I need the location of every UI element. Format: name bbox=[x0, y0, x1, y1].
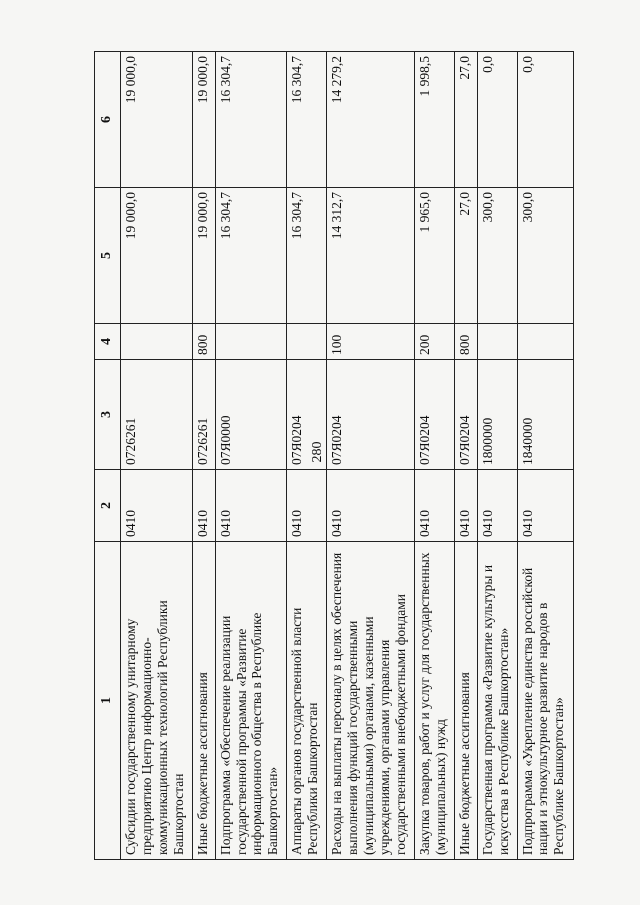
row-value-5: 300,0 bbox=[477, 188, 517, 324]
row-expense-type bbox=[121, 324, 193, 360]
row-section: 0410 bbox=[415, 470, 455, 542]
row-value-6: 19 000,0 bbox=[121, 52, 193, 188]
row-expense-type: 800 bbox=[454, 324, 477, 360]
table-row bbox=[326, 52, 414, 860]
budget-table-rotated bbox=[94, 52, 574, 860]
table-row bbox=[192, 52, 215, 860]
row-value-5: 27,0 bbox=[454, 188, 477, 324]
header-col-6: 6 bbox=[95, 52, 121, 188]
row-expense-type: 800 bbox=[192, 324, 215, 360]
row-section: 0410 bbox=[454, 470, 477, 542]
row-expense-type bbox=[517, 324, 573, 360]
table-row bbox=[287, 52, 327, 860]
row-section: 0410 bbox=[477, 470, 517, 542]
row-value-6: 19 000,0 bbox=[192, 52, 215, 188]
row-name: Подпрограмма «Обеспечение реализации государственной программы «Развитие информационного общества в Республике Башкортостан» bbox=[215, 542, 287, 860]
row-value-6: 0,0 bbox=[477, 52, 517, 188]
row-expense-type: 100 bbox=[326, 324, 414, 360]
row-expense-type bbox=[215, 324, 287, 360]
header-col-3: 3 bbox=[95, 360, 121, 470]
row-value-5: 19 000,0 bbox=[192, 188, 215, 324]
row-target-article: 07Я0204 bbox=[415, 360, 455, 470]
row-name: Расходы на выплаты персоналу в целях обеспечения выполнения функций государственными (муниципальными) органами, казенными учреждениями, органами управления государственными внебюджетными фондами bbox=[326, 542, 414, 860]
row-target-article: 1840000 bbox=[517, 360, 573, 470]
table-row bbox=[477, 52, 517, 860]
table-row bbox=[121, 52, 193, 860]
row-section: 0410 bbox=[287, 470, 327, 542]
row-section: 0410 bbox=[215, 470, 287, 542]
row-section: 0410 bbox=[326, 470, 414, 542]
row-value-6: 16 304,7 bbox=[287, 52, 327, 188]
row-target-article: 07Я0204 bbox=[326, 360, 414, 470]
header-col-5: 5 bbox=[95, 188, 121, 324]
row-value-6: 14 279,2 bbox=[326, 52, 414, 188]
row-value-6: 0,0 bbox=[517, 52, 573, 188]
row-target-article: 07Я0000 bbox=[215, 360, 287, 470]
row-name: Иные бюджетные ассигнования bbox=[454, 542, 477, 860]
header-col-2: 2 bbox=[95, 470, 121, 542]
row-value-5: 300,0 bbox=[517, 188, 573, 324]
row-name: Субсидии государственному унитарному предприятию Центр информационно-коммуникационных технологий Республики Башкортостан bbox=[121, 542, 193, 860]
row-expense-type bbox=[477, 324, 517, 360]
row-value-6: 1 998,5 bbox=[415, 52, 455, 188]
row-name: Аппараты органов государственной власти Республики Башкортостан bbox=[287, 542, 327, 860]
table-row bbox=[215, 52, 287, 860]
table-row bbox=[517, 52, 573, 860]
page-number: 280 bbox=[310, 441, 325, 463]
row-name: Подпрограмма «Укрепление единства российской нации и этнокультурное развитие народов в Республике Башкортостан» bbox=[517, 542, 573, 860]
row-section: 0410 bbox=[517, 470, 573, 542]
row-target-article: 0726261 bbox=[192, 360, 215, 470]
row-target-article: 1800000 bbox=[477, 360, 517, 470]
row-value-5: 19 000,0 bbox=[121, 188, 193, 324]
row-name: Закупка товаров, работ и услуг для государственных (муниципальных) нужд bbox=[415, 542, 455, 860]
row-section: 0410 bbox=[192, 470, 215, 542]
row-name: Иные бюджетные ассигнования bbox=[192, 542, 215, 860]
row-value-6: 27,0 bbox=[454, 52, 477, 188]
row-target-article: 07Я0204 bbox=[454, 360, 477, 470]
row-value-5: 1 965,0 bbox=[415, 188, 455, 324]
row-expense-type bbox=[287, 324, 327, 360]
row-target-article: 07Я0204 bbox=[287, 360, 327, 470]
table-row bbox=[415, 52, 455, 860]
header-row bbox=[95, 52, 121, 860]
row-section: 0410 bbox=[121, 470, 193, 542]
row-value-6: 16 304,7 bbox=[215, 52, 287, 188]
header-col-1: 1 bbox=[95, 542, 121, 860]
header-col-4: 4 bbox=[95, 324, 121, 360]
row-expense-type: 200 bbox=[415, 324, 455, 360]
row-value-5: 14 312,7 bbox=[326, 188, 414, 324]
row-value-5: 16 304,7 bbox=[215, 188, 287, 324]
budget-table bbox=[94, 51, 574, 860]
row-target-article: 0726261 bbox=[121, 360, 193, 470]
table-row bbox=[454, 52, 477, 860]
row-name: Государственная программа «Развитие культуры и искусства в Республике Башкортостан» bbox=[477, 542, 517, 860]
row-value-5: 16 304,7 bbox=[287, 188, 327, 324]
